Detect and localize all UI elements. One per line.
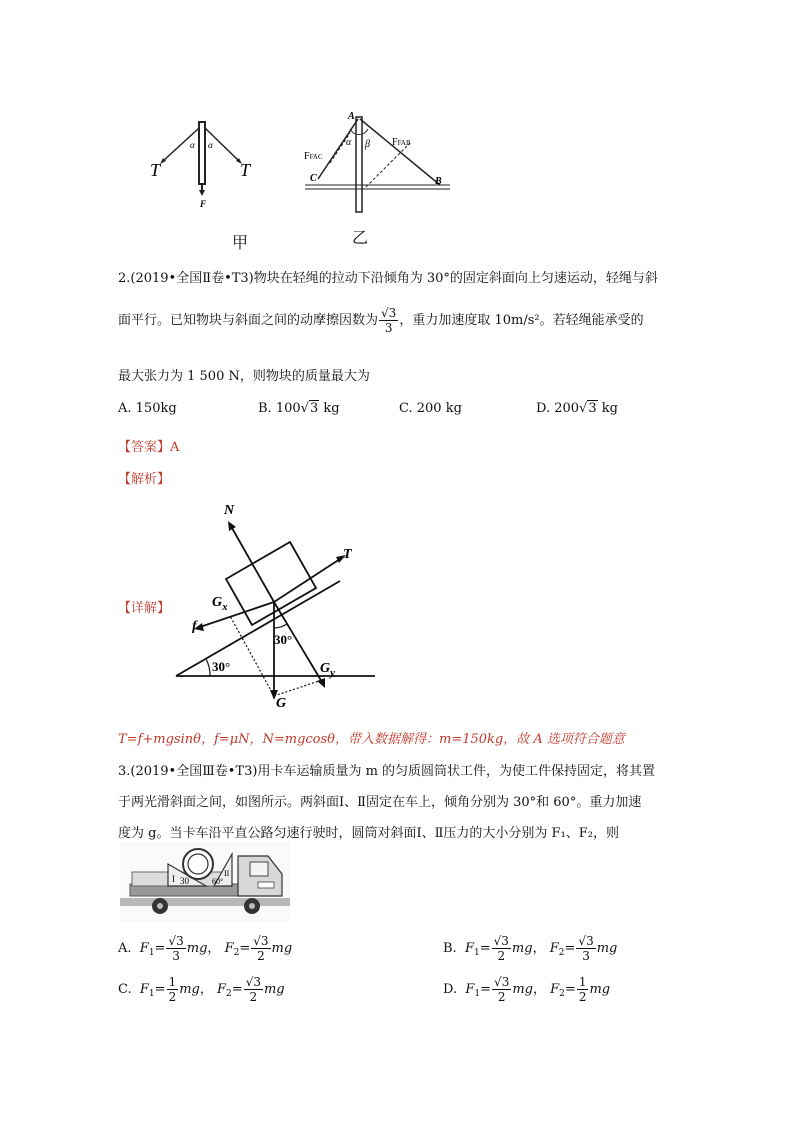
q3-option-C[interactable]: C. $F_1=$ $\frac{1}{2}$ mg， $F_2=$ $\frac{√3}{2}$ mg bbox=[118, 975, 285, 1004]
label-N: N bbox=[224, 503, 235, 518]
label-FAC: FFAC bbox=[304, 151, 323, 162]
q3-line3: 度为 g。当卡车沿平直公路匀速行驶时，圆筒对斜面Ⅰ、Ⅱ压力的大小分别为 F₁、F₂，则 bbox=[118, 826, 620, 841]
label-B: B bbox=[435, 176, 442, 187]
label-beta: β bbox=[365, 139, 370, 150]
label-incline-I: I bbox=[172, 874, 175, 884]
q2-force-diagram bbox=[170, 500, 390, 715]
q3-line1: 3.(2019•全国Ⅲ卷•T3)用卡车运输质量为 m 的匀质圆筒状工件，为使工件保持固定，将其置 bbox=[118, 764, 656, 779]
label-a1: α bbox=[190, 140, 195, 150]
q2-detail-label: 【详解】 bbox=[118, 601, 171, 616]
q2-line2-b: ，重力加速度取 10m/s²。若轻绳能承受的 bbox=[399, 313, 644, 328]
q2-analysis-label: 【解析】 bbox=[118, 472, 171, 487]
q3-truck-figure bbox=[120, 842, 290, 922]
label-FAB: FFAB bbox=[392, 137, 411, 148]
q3-option-A[interactable]: A. $F_1=$ $\frac{√3}{3}$ mg， $F_2=$ $\frac{√3}{2}$ mg bbox=[118, 934, 293, 963]
q2-option-B[interactable]: B. 100√3 kg bbox=[258, 401, 340, 416]
label-Gy: $G_y$ bbox=[320, 661, 336, 679]
q2-solution: T=f+mgsinθ，f=μN，N=mgcosθ，带入数据解得：m=150kg，故 A 选项符合题意 bbox=[118, 732, 625, 747]
label-incline-II: II bbox=[224, 869, 230, 878]
label-C: C bbox=[310, 173, 317, 184]
label-f: f bbox=[192, 619, 197, 634]
q2-option-A[interactable]: A. 150kg bbox=[118, 401, 177, 416]
q3-line2: 于两光滑斜面之间，如图所示。两斜面Ⅰ、Ⅱ固定在车上，倾角分别为 30°和 60°。重力加速 bbox=[118, 795, 642, 810]
figure-yi bbox=[300, 105, 460, 220]
figure-jia bbox=[140, 110, 280, 250]
q2-line3: 最大张力为 1 500 N，则物块的质量最大为 bbox=[118, 369, 370, 384]
q2-line1: 2.(2019•全国Ⅱ卷•T3)物块在轻绳的拉动下沿倾角为 30°的固定斜面向上匀速运动，轻绳与斜 bbox=[118, 271, 658, 286]
q2-option-D[interactable]: D. 200√3 kg bbox=[536, 401, 618, 416]
caption-jia: 甲 bbox=[232, 233, 249, 252]
q3-option-D[interactable]: D. $F_1=$ $\frac{√3}{2}$ mg， $F_2=$ $\frac{1}{2}$ mg bbox=[443, 975, 611, 1004]
label-angle-top: 30° bbox=[274, 632, 293, 647]
label-Gx: $G_x$ bbox=[212, 595, 228, 613]
label-T: T bbox=[343, 547, 352, 562]
label-angle-bottom: 30° bbox=[212, 659, 231, 674]
label-angle-30: 30 bbox=[180, 876, 189, 886]
label-T-left: T bbox=[150, 160, 161, 180]
q2-line2 bbox=[118, 306, 644, 335]
q2-line2-a: 面平行。已知物块与斜面之间的动摩擦因数为 bbox=[118, 313, 379, 328]
label-G: G bbox=[276, 696, 287, 711]
label-alpha: α bbox=[346, 137, 352, 148]
label-A: A bbox=[348, 111, 355, 122]
q2-answer: 【答案】A bbox=[118, 440, 180, 455]
q3-option-B[interactable]: B. $F_1=$ $\frac{√3}{2}$ mg， $F_2=$ $\frac{√3}{3}$ mg bbox=[443, 934, 618, 963]
caption-yi: 乙 bbox=[352, 228, 369, 247]
q2-option-C[interactable]: C. 200 kg bbox=[399, 401, 462, 416]
label-T-right: T bbox=[240, 160, 251, 180]
label-a2: α bbox=[208, 140, 213, 150]
label-angle-60: 60° bbox=[212, 877, 224, 886]
q2-mu-fraction: $\frac{√3}{3}$ bbox=[381, 306, 397, 335]
label-F: F bbox=[200, 199, 207, 209]
